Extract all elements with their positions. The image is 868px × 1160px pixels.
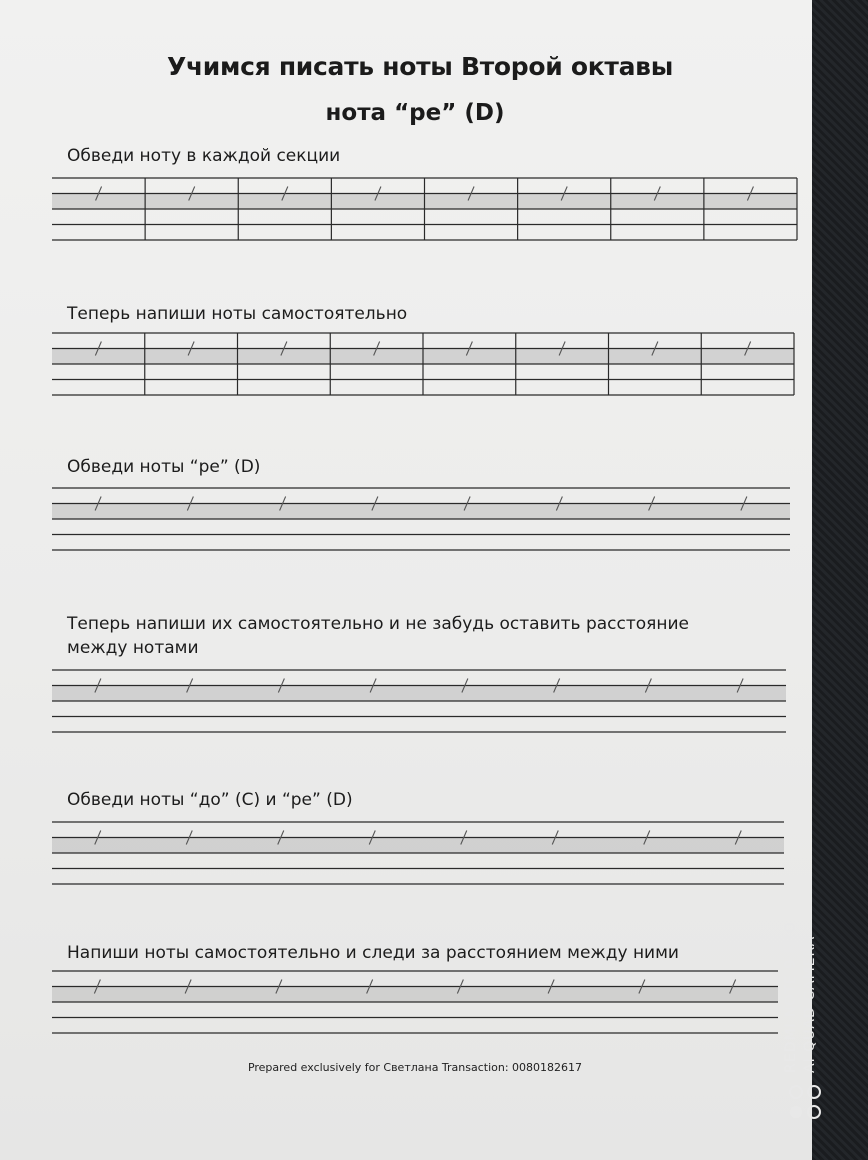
staff-boxed-1 bbox=[52, 176, 797, 242]
staff-open-3 bbox=[52, 486, 790, 552]
instruction-5: Обведи ноты “до” (C) и “ре” (D) bbox=[67, 790, 353, 810]
instruction-1: Обведи ноту в каждой секции bbox=[67, 146, 341, 166]
highlight-band bbox=[52, 987, 778, 1003]
staff-boxed-2 bbox=[52, 331, 794, 397]
staff-svg bbox=[52, 969, 778, 1035]
staff-open-5 bbox=[52, 820, 784, 886]
instruction-6: Напиши ноты самостоятельно и следи за расстоянием между ними bbox=[67, 943, 679, 963]
highlight-band bbox=[52, 504, 790, 520]
staff-svg bbox=[52, 668, 786, 734]
instruction-2: Теперь напиши ноты самостоятельно bbox=[67, 304, 408, 324]
camera-watermark bbox=[782, 873, 826, 1073]
highlight-band bbox=[52, 686, 786, 702]
instruction-4: Теперь напиши их самостоятельно и не забудь оставить расстояние между нотами bbox=[67, 614, 690, 658]
footer-credit: Prepared exclusively for Светлана Transaction: 0080182617 bbox=[247, 1061, 583, 1074]
staff-svg bbox=[52, 486, 790, 552]
highlight-band bbox=[52, 838, 784, 854]
staff-svg bbox=[52, 176, 797, 242]
page-subtitle: нота “ре” (D) bbox=[325, 100, 505, 126]
staff-open-4 bbox=[52, 668, 786, 734]
staff-open-6 bbox=[52, 969, 778, 1035]
camera-logo-icon bbox=[786, 1078, 826, 1126]
watermark-line-2: AI QUAD CAMERA bbox=[802, 935, 818, 1073]
staff-svg bbox=[52, 331, 794, 397]
staff-svg bbox=[52, 820, 784, 886]
watermark-line-1: REDMI NOTE 9 PRO bbox=[783, 921, 799, 1073]
page-title: Учимся писать ноты Второй октавы bbox=[166, 52, 674, 81]
instruction-3: Обведи ноты “ре” (D) bbox=[67, 457, 261, 477]
